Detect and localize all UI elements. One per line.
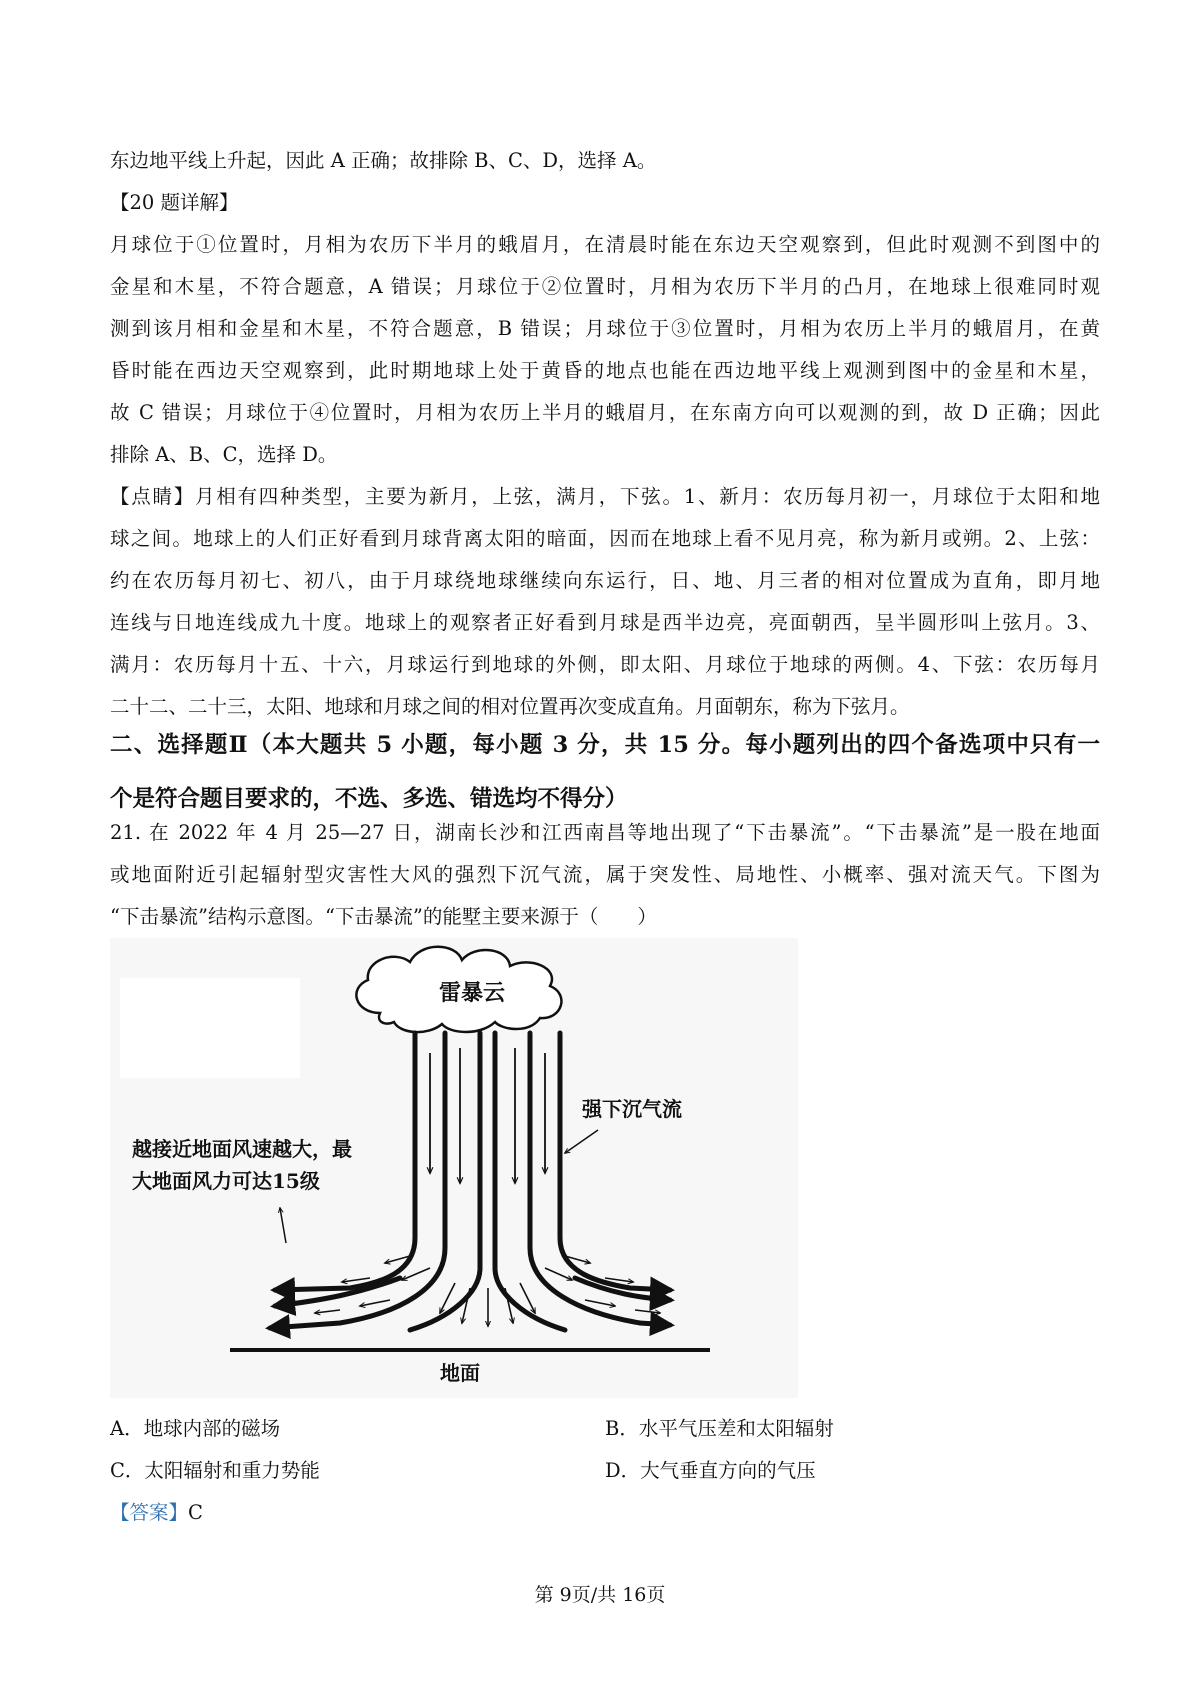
option-b[interactable]: B．水平气压差和太阳辐射 <box>605 1417 834 1440</box>
text-line: 东边地平线上升起，因此 A 正确；故排除 B、C、D，选择 A。 <box>110 149 657 172</box>
q20-explanation <box>110 182 1100 476</box>
figure-blank-patch <box>120 978 300 1078</box>
text-line: 二十二、二十三，太阳、地球和月球之间的相对位置再次变成直角。月面朝东，称为下弦月。 <box>110 695 910 718</box>
text-line: 月球位于①位置时，月相为农历下半月的蛾眉月，在清晨时能在东边天空观察到，但此时观测不到图中的 <box>110 233 1100 256</box>
section-heading-line: 二、选择题Ⅱ（本大题共 5 小题，每小题 3 分，共 15 分。每小题列出的四个备选项中只有一 <box>110 732 1100 758</box>
answer-label: 【答案】 <box>110 1501 189 1524</box>
option-a[interactable]: A．地球内部的磁场 <box>110 1417 281 1440</box>
section-heading-line: 个是符合题目要求的，不选、多选、错选均不得分） <box>110 786 628 812</box>
q20-title: 【20 题详解】 <box>110 191 239 214</box>
option-c[interactable]: C．太阳辐射和重力势能 <box>110 1459 320 1482</box>
tip-paragraph <box>110 476 1100 728</box>
text-line <box>110 476 1100 518</box>
option-d[interactable]: D．大气垂直方向的气压 <box>605 1459 816 1482</box>
downburst-svg <box>110 938 798 1398</box>
answer-value: C <box>188 1501 203 1524</box>
text-line: 排除 A、B、C，选择 D。 <box>110 443 338 466</box>
section-heading <box>110 718 1100 826</box>
downburst-diagram <box>110 938 798 1398</box>
wind-note-line2: 大地面风力可达15级 <box>132 1169 320 1193</box>
tip-label: 【点睛】 <box>110 485 196 508</box>
text-line: 21. 在 2022 年 4 月 25—27 日，湖南长沙和江西南昌等地出现了“下击暴流”。“下击暴流”是一股在地面 <box>110 821 1100 844</box>
cloud-label: 雷暴云 <box>438 980 506 1006</box>
text-line: 或地面附近引起辐射型灾害性大风的强烈下沉气流，属于突发性、局地性、小概率、强对流天气。下图为 <box>110 863 1100 886</box>
answer-line <box>110 1492 203 1534</box>
text-line: 连线与日地连线成九十度。地球上的观察者正好看到月球是西半边亮，亮面朝西，呈半圆形叫上弦月。3、 <box>110 611 1100 634</box>
wind-note-line1: 越接近地面风速越大，最 <box>132 1137 352 1161</box>
page-number: 第 9页/共 16页 <box>534 1584 666 1606</box>
q21-stem <box>110 812 1100 938</box>
text-line: 金星和木星，不符合题意，A 错误；月球位于②位置时，月相为农历下半月的凸月，在地球上很难同时观 <box>110 275 1100 298</box>
continuation-text <box>110 140 1100 182</box>
downdraft-label: 强下沉气流 <box>582 1097 682 1121</box>
text-line: 满月：农历每月十五、十六，月球运行到地球的外侧，即太阳、月球位于地球的两侧。4、下弦：农历每月 <box>110 653 1100 676</box>
text-line: “下击暴流”结构示意图。“下击暴流”的能墅主要来源于（ ） <box>110 905 657 928</box>
text-line: 故 C 错误；月球位于④位置时，月相为农历上半月的蛾眉月，在东南方向可以观测的到，故 D 正确；因此 <box>110 401 1100 424</box>
text-line: 球之间。地球上的人们正好看到月球背离太阳的暗面，因而在地球上看不见月亮，称为新月或朔。2、上弦： <box>110 527 1100 550</box>
ground-label: 地面 <box>440 1361 480 1385</box>
text-line: 约在农历每月初七、初八，由于月球绕地球继续向东运行，日、地、月三者的相对位置成为直角，即月地 <box>110 569 1100 592</box>
tip-first-text: 月相有四种类型，主要为新月，上弦，满月，下弦。1、新月：农历每月初一，月球位于太阳和地 <box>195 485 1100 508</box>
text-line: 测到该月相和金星和木星，不符合题意，B 错误；月球位于③位置时，月相为农历上半月的蛾眉月，在黄 <box>110 317 1100 340</box>
text-line: 昏时能在西边天空观察到，此时期地球上处于黄昏的地点也能在西边地平线上观测到图中的金星和木星， <box>110 359 1100 382</box>
